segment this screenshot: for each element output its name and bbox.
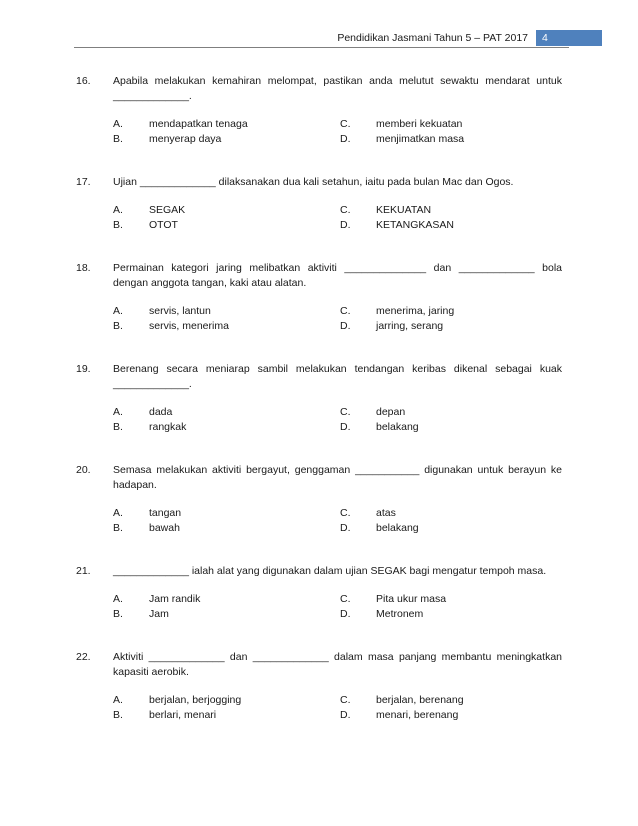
- answer-options: [113, 405, 562, 435]
- option-letter: D.: [340, 608, 351, 620]
- option-text: dada: [149, 406, 173, 418]
- answer-options: [113, 693, 562, 723]
- question-17: [76, 175, 562, 233]
- option-letter: A.: [113, 118, 123, 130]
- question-18: [76, 261, 562, 334]
- option-letter: A.: [113, 406, 123, 418]
- header-title: Pendidikan Jasmani Tahun 5 – PAT 2017: [337, 32, 528, 44]
- answer-options: [113, 592, 562, 622]
- option-text: belakang: [376, 421, 419, 433]
- question-text: Apabila melakukan kemahiran melompat, pastikan anda melutut sewaktu mendarat untuk _____________.: [113, 75, 562, 102]
- question-text: Ujian _____________ dilaksanakan dua kali setahun, iaitu pada bulan Mac dan Ogos.: [113, 176, 514, 188]
- option-letter: C.: [340, 507, 351, 519]
- option-text: Jam: [149, 608, 169, 620]
- option-text: depan: [376, 406, 406, 418]
- option-text: Metronem: [376, 608, 424, 620]
- question-text: Berenang secara meniarap sambil melakukan tendangan keribas dikenal sebagai kuak _____________.: [113, 363, 562, 390]
- question-number: 17.: [76, 176, 91, 188]
- option-letter: B.: [113, 133, 123, 145]
- option-text: OTOT: [149, 219, 178, 231]
- question-text: _____________ ialah alat yang digunakan dalam ujian SEGAK bagi mengatur tempoh masa.: [113, 565, 547, 577]
- option-text: KETANGKASAN: [376, 219, 454, 231]
- option-text: menari, berenang: [376, 709, 459, 721]
- option-letter: B.: [113, 522, 123, 534]
- question-number: 19.: [76, 363, 91, 375]
- option-text: servis, menerima: [149, 320, 229, 332]
- option-letter: B.: [113, 608, 123, 620]
- option-letter: C.: [340, 406, 351, 418]
- option-letter: C.: [340, 118, 351, 130]
- option-text: tangan: [149, 507, 182, 519]
- question-text: Semasa melakukan aktiviti bergayut, genggaman ___________ digunakan untuk berayun ke hadapan.: [113, 464, 562, 491]
- option-letter: D.: [340, 421, 351, 433]
- page-number: 4: [536, 30, 602, 46]
- question-16: [76, 74, 562, 147]
- option-letter: A.: [113, 305, 123, 317]
- page-header: [337, 30, 602, 46]
- question-21: [76, 564, 562, 622]
- option-text: memberi kekuatan: [376, 118, 463, 130]
- question-22: [76, 650, 562, 723]
- option-letter: D.: [340, 522, 351, 534]
- option-text: SEGAK: [149, 204, 186, 216]
- question-list: [76, 74, 562, 723]
- question-19: [76, 362, 562, 435]
- option-text: menyerap daya: [149, 133, 222, 145]
- option-letter: B.: [113, 421, 123, 433]
- question-number: 16.: [76, 75, 91, 87]
- option-text: mendapatkan tenaga: [149, 118, 248, 130]
- option-letter: A.: [113, 593, 123, 605]
- option-text: atas: [376, 507, 396, 519]
- option-letter: B.: [113, 709, 123, 721]
- option-letter: C.: [340, 305, 351, 317]
- question-number: 22.: [76, 651, 91, 663]
- option-letter: C.: [340, 593, 351, 605]
- question-number: 18.: [76, 262, 91, 274]
- option-text: Pita ukur masa: [376, 593, 447, 605]
- option-text: KEKUATAN: [376, 204, 432, 216]
- question-number: 20.: [76, 464, 91, 476]
- option-letter: A.: [113, 204, 123, 216]
- option-letter: A.: [113, 694, 123, 706]
- option-text: jarring, serang: [376, 320, 444, 332]
- option-text: Jam randik: [149, 593, 201, 605]
- option-letter: D.: [340, 320, 351, 332]
- option-letter: D.: [340, 219, 351, 231]
- answer-options: [113, 117, 562, 147]
- option-letter: C.: [340, 694, 351, 706]
- option-text: servis, lantun: [149, 305, 211, 317]
- option-text: berjalan, berenang: [376, 694, 464, 706]
- question-text: Aktiviti _____________ dan _____________ dalam masa panjang membantu meningkatkan kapasiti aerobik.: [113, 651, 562, 678]
- option-letter: C.: [340, 204, 351, 216]
- option-letter: D.: [340, 133, 351, 145]
- question-text: Permainan kategori jaring melibatkan aktiviti ______________ dan _____________ bola dengan anggota tangan, kaki atau alatan.: [113, 262, 562, 289]
- option-text: belakang: [376, 522, 419, 534]
- option-text: menerima, jaring: [376, 305, 455, 317]
- answer-options: [113, 304, 562, 334]
- option-letter: D.: [340, 709, 351, 721]
- option-letter: B.: [113, 219, 123, 231]
- option-text: bawah: [149, 522, 180, 534]
- option-text: rangkak: [149, 421, 187, 433]
- answer-options: [113, 506, 562, 536]
- answer-options: [113, 203, 562, 233]
- option-letter: B.: [113, 320, 123, 332]
- option-text: menjimatkan masa: [376, 133, 465, 145]
- header-rule: [74, 47, 569, 48]
- question-20: [76, 463, 562, 536]
- option-letter: A.: [113, 507, 123, 519]
- question-number: 21.: [76, 565, 91, 577]
- option-text: berlari, menari: [149, 709, 217, 721]
- option-text: berjalan, berjogging: [149, 694, 242, 706]
